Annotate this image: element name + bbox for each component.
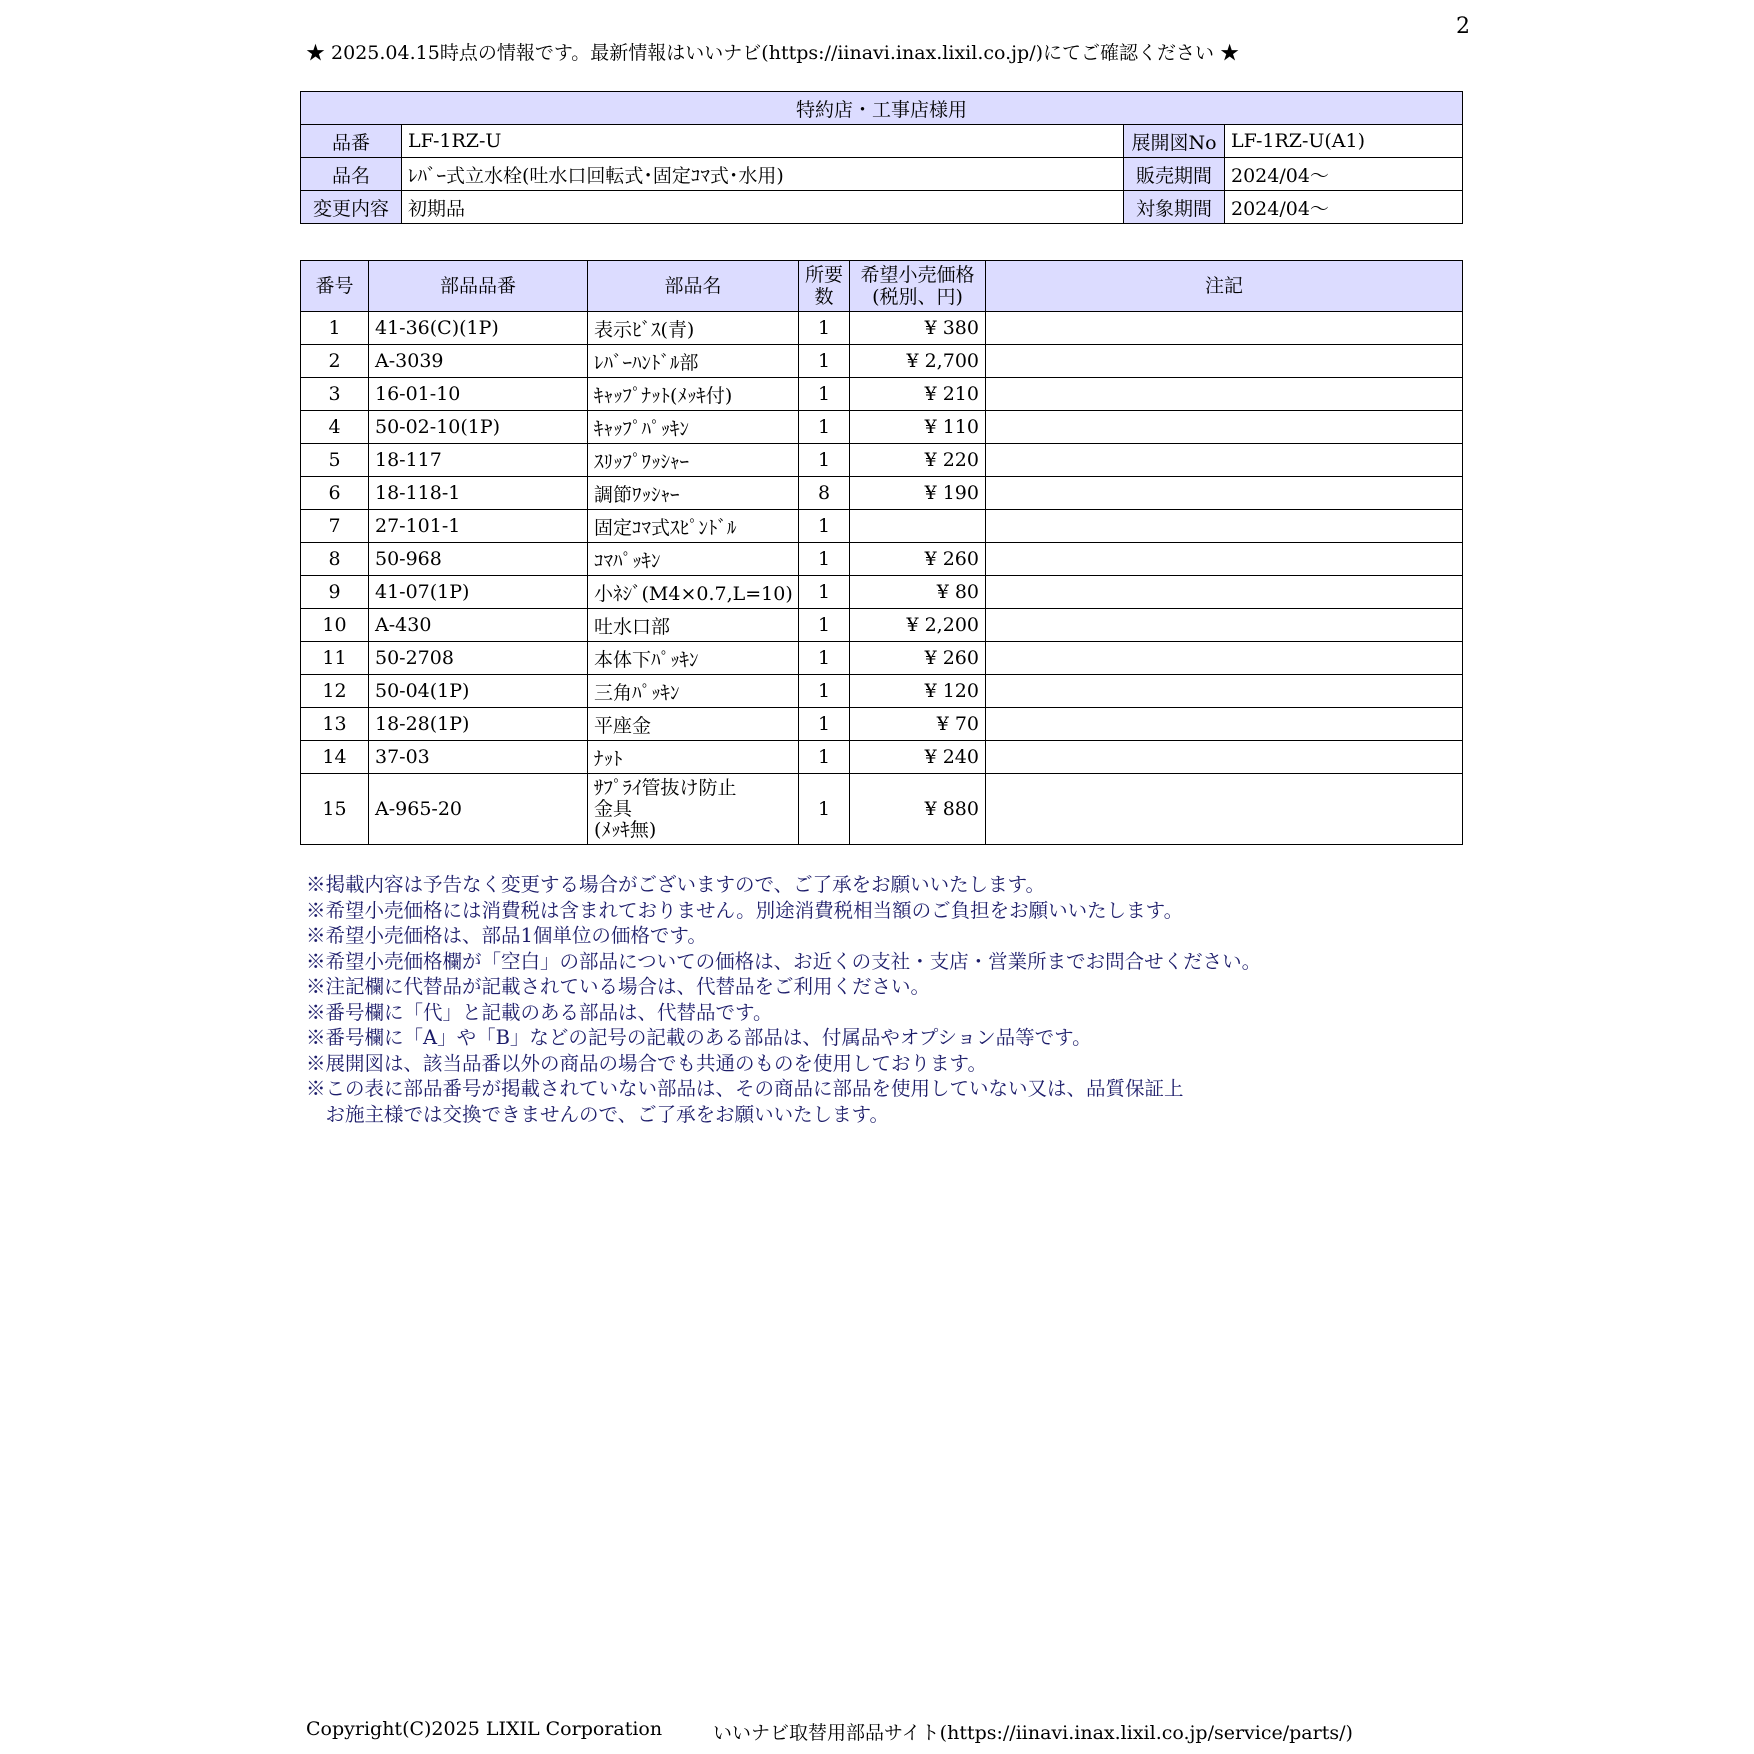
part-quantity: 8 bbox=[799, 477, 850, 510]
part-number: 50-04(1P) bbox=[369, 675, 588, 708]
info-label: 対象期間 bbox=[1124, 191, 1225, 224]
target-period: 2024/04～ bbox=[1225, 191, 1463, 224]
part-quantity: 1 bbox=[799, 411, 850, 444]
part-quantity: 1 bbox=[799, 510, 850, 543]
part-index: 1 bbox=[301, 312, 369, 345]
part-price: ¥ 210 bbox=[850, 378, 986, 411]
part-note bbox=[986, 642, 1463, 675]
table-row bbox=[301, 444, 1463, 477]
part-number: 50-2708 bbox=[369, 642, 588, 675]
part-number: 27-101-1 bbox=[369, 510, 588, 543]
product-number: LF-1RZ-U bbox=[402, 125, 1124, 158]
part-note bbox=[986, 477, 1463, 510]
site-text: いいナビ取替用部品サイト(https://iinavi.inax.lixil.co.jp/service/parts/) bbox=[713, 1722, 1353, 1744]
note-line: ※番号欄に「代」と記載のある部品は、代替品です。 bbox=[306, 1000, 773, 1024]
part-quantity: 1 bbox=[799, 774, 850, 845]
part-name-line: 金具 bbox=[594, 797, 633, 820]
part-name: 固定ｺﾏ式ｽﾋﾟﾝﾄﾞﾙ bbox=[588, 510, 799, 543]
part-note bbox=[986, 411, 1463, 444]
table-row bbox=[301, 477, 1463, 510]
note-line: ※希望小売価格欄が「空白」の部品についての価格は、お近くの支社・支店・営業所までお問合せください。 bbox=[306, 949, 1262, 973]
table-row bbox=[301, 708, 1463, 741]
price-header-line1: 希望小売価格 bbox=[860, 264, 975, 286]
part-note bbox=[986, 675, 1463, 708]
part-index: 8 bbox=[301, 543, 369, 576]
part-note bbox=[986, 378, 1463, 411]
part-name: ｺﾏﾊﾟｯｷﾝ bbox=[588, 543, 799, 576]
change-content: 初期品 bbox=[402, 191, 1124, 224]
part-price: ¥ 260 bbox=[850, 642, 986, 675]
info-row bbox=[301, 158, 1463, 191]
info-notice: ★ 2025.04.15時点の情報です。最新情報はいいナビ(https://iinavi.inax.lixil.co.jp/)にてご確認ください ★ bbox=[306, 42, 1240, 64]
part-note bbox=[986, 576, 1463, 609]
part-price: ¥ 2,200 bbox=[850, 609, 986, 642]
part-index: 11 bbox=[301, 642, 369, 675]
part-number: 37-03 bbox=[369, 741, 588, 774]
page-number: 2 bbox=[1456, 14, 1470, 39]
part-name: ｷｬｯﾌﾟﾊﾟｯｷﾝ bbox=[588, 411, 799, 444]
table-row bbox=[301, 411, 1463, 444]
part-name: 調節ﾜｯｼｬｰ bbox=[588, 477, 799, 510]
info-label: 品名 bbox=[301, 158, 402, 191]
note-line: ※注記欄に代替品が記載されている場合は、代替品をご利用ください。 bbox=[306, 975, 931, 998]
part-number: A-3039 bbox=[369, 345, 588, 378]
part-note bbox=[986, 444, 1463, 477]
part-index: 2 bbox=[301, 345, 369, 378]
part-number: 18-118-1 bbox=[369, 477, 588, 510]
table-row bbox=[301, 774, 1463, 845]
info-label: 変更内容 bbox=[301, 191, 402, 224]
part-number: A-965-20 bbox=[369, 774, 588, 845]
part-price: ¥ 240 bbox=[850, 741, 986, 774]
part-name: 本体下ﾊﾟｯｷﾝ bbox=[588, 642, 799, 675]
column-header-no: 番号 bbox=[301, 261, 369, 312]
part-name: 平座金 bbox=[588, 708, 799, 741]
part-price: ¥ 260 bbox=[850, 543, 986, 576]
part-index: 9 bbox=[301, 576, 369, 609]
part-number: A-430 bbox=[369, 609, 588, 642]
table-row bbox=[301, 378, 1463, 411]
part-name bbox=[588, 774, 799, 845]
product-name: ﾚﾊﾞｰ式立水栓(吐水口回転式･固定ｺﾏ式･水用) bbox=[402, 158, 1124, 191]
part-price: ¥ 80 bbox=[850, 576, 986, 609]
part-price: ¥ 2,700 bbox=[850, 345, 986, 378]
table-row bbox=[301, 609, 1463, 642]
part-price: ¥ 70 bbox=[850, 708, 986, 741]
info-header: 特約店・工事店様用 bbox=[301, 92, 1463, 125]
part-price: ¥ 220 bbox=[850, 444, 986, 477]
table-row bbox=[301, 675, 1463, 708]
part-name-line: (ﾒｯｷ無) bbox=[594, 818, 657, 841]
note-line: ※この表に部品番号が掲載されていない部品は、その商品に部品を使用していない又は、品質保証上 bbox=[306, 1077, 1184, 1100]
sales-period: 2024/04～ bbox=[1225, 158, 1463, 191]
part-note bbox=[986, 510, 1463, 543]
quantity-header-line1: 所要 bbox=[804, 264, 843, 286]
part-number: 18-117 bbox=[369, 444, 588, 477]
part-index: 15 bbox=[301, 774, 369, 845]
quantity-header-line2: 数 bbox=[814, 286, 834, 308]
part-index: 10 bbox=[301, 609, 369, 642]
info-row bbox=[301, 191, 1463, 224]
part-note bbox=[986, 708, 1463, 741]
part-number: 41-36(C)(1P) bbox=[369, 312, 588, 345]
copyright-text: Copyright(C)2025 LIXIL Corporation bbox=[306, 1718, 663, 1740]
part-number: 18-28(1P) bbox=[369, 708, 588, 741]
note-line: ※希望小売価格には消費税は含まれておりません。別途消費税相当額のご負担をお願いいたします。 bbox=[306, 898, 1184, 922]
part-index: 12 bbox=[301, 675, 369, 708]
diagram-number: LF-1RZ-U(A1) bbox=[1225, 125, 1463, 158]
part-price: ¥ 120 bbox=[850, 675, 986, 708]
part-quantity: 1 bbox=[799, 741, 850, 774]
part-index: 14 bbox=[301, 741, 369, 774]
part-note bbox=[986, 609, 1463, 642]
part-index: 7 bbox=[301, 510, 369, 543]
part-name: 吐水口部 bbox=[588, 609, 799, 642]
part-quantity: 1 bbox=[799, 378, 850, 411]
note-line: お施主様では交換できませんので、ご了承をお願いいたします。 bbox=[306, 1102, 890, 1126]
info-label: 品番 bbox=[301, 125, 402, 158]
price-header-line2: (税別、円) bbox=[872, 286, 963, 308]
parts-table bbox=[300, 260, 1463, 845]
notes-section bbox=[306, 872, 1261, 1127]
column-header-price bbox=[850, 261, 986, 312]
part-price bbox=[850, 510, 986, 543]
part-quantity: 1 bbox=[799, 345, 850, 378]
note-line: ※番号欄に「A」や「B」などの記号の記載のある部品は、付属品やオプション品等です。 bbox=[306, 1026, 1092, 1049]
part-number: 16-01-10 bbox=[369, 378, 588, 411]
part-name: ｽﾘｯﾌﾟﾜｯｼｬｰ bbox=[588, 444, 799, 477]
info-row bbox=[301, 125, 1463, 158]
part-note bbox=[986, 312, 1463, 345]
part-price: ¥ 110 bbox=[850, 411, 986, 444]
part-index: 6 bbox=[301, 477, 369, 510]
part-name: ﾚﾊﾞｰﾊﾝﾄﾞﾙ部 bbox=[588, 345, 799, 378]
column-header-part-number: 部品品番 bbox=[369, 261, 588, 312]
table-row bbox=[301, 345, 1463, 378]
part-number: 41-07(1P) bbox=[369, 576, 588, 609]
table-row bbox=[301, 642, 1463, 675]
part-name: 小ﾈｼﾞ(M4×0.7,L=10) bbox=[588, 576, 799, 609]
part-name-line: ｻﾌﾟﾗｲ管抜け防止 bbox=[594, 776, 737, 799]
part-index: 3 bbox=[301, 378, 369, 411]
part-note bbox=[986, 345, 1463, 378]
table-row bbox=[301, 510, 1463, 543]
column-header-notes: 注記 bbox=[986, 261, 1463, 312]
part-name: 三角ﾊﾟｯｷﾝ bbox=[588, 675, 799, 708]
part-quantity: 1 bbox=[799, 444, 850, 477]
part-note bbox=[986, 543, 1463, 576]
table-row bbox=[301, 741, 1463, 774]
part-price: ¥ 880 bbox=[850, 774, 986, 845]
part-note bbox=[986, 774, 1463, 845]
part-name: ﾅｯﾄ bbox=[588, 741, 799, 774]
info-label: 販売期間 bbox=[1124, 158, 1225, 191]
part-quantity: 1 bbox=[799, 642, 850, 675]
product-info-table bbox=[300, 91, 1463, 224]
table-row bbox=[301, 543, 1463, 576]
table-row bbox=[301, 312, 1463, 345]
part-price: ¥ 380 bbox=[850, 312, 986, 345]
parts-header-row bbox=[301, 261, 1463, 312]
part-index: 13 bbox=[301, 708, 369, 741]
part-quantity: 1 bbox=[799, 675, 850, 708]
part-quantity: 1 bbox=[799, 576, 850, 609]
part-index: 5 bbox=[301, 444, 369, 477]
part-quantity: 1 bbox=[799, 312, 850, 345]
info-label: 展開図No bbox=[1124, 125, 1225, 158]
part-quantity: 1 bbox=[799, 708, 850, 741]
part-price: ¥ 190 bbox=[850, 477, 986, 510]
part-number: 50-968 bbox=[369, 543, 588, 576]
column-header-part-name: 部品名 bbox=[588, 261, 799, 312]
part-quantity: 1 bbox=[799, 543, 850, 576]
part-quantity: 1 bbox=[799, 609, 850, 642]
part-number: 50-02-10(1P) bbox=[369, 411, 588, 444]
column-header-quantity bbox=[799, 261, 850, 312]
part-name: ｷｬｯﾌﾟﾅｯﾄ(ﾒｯｷ付) bbox=[588, 378, 799, 411]
part-name: 表示ﾋﾞｽ(青) bbox=[588, 312, 799, 345]
note-line: ※展開図は、該当品番以外の商品の場合でも共通のものを使用しております。 bbox=[306, 1051, 987, 1075]
note-line: ※希望小売価格は、部品1個単位の価格です。 bbox=[306, 924, 707, 947]
part-index: 4 bbox=[301, 411, 369, 444]
table-row bbox=[301, 576, 1463, 609]
part-note bbox=[986, 741, 1463, 774]
note-line: ※掲載内容は予告なく変更する場合がございますので、ご了承をお願いいたします。 bbox=[306, 873, 1046, 896]
